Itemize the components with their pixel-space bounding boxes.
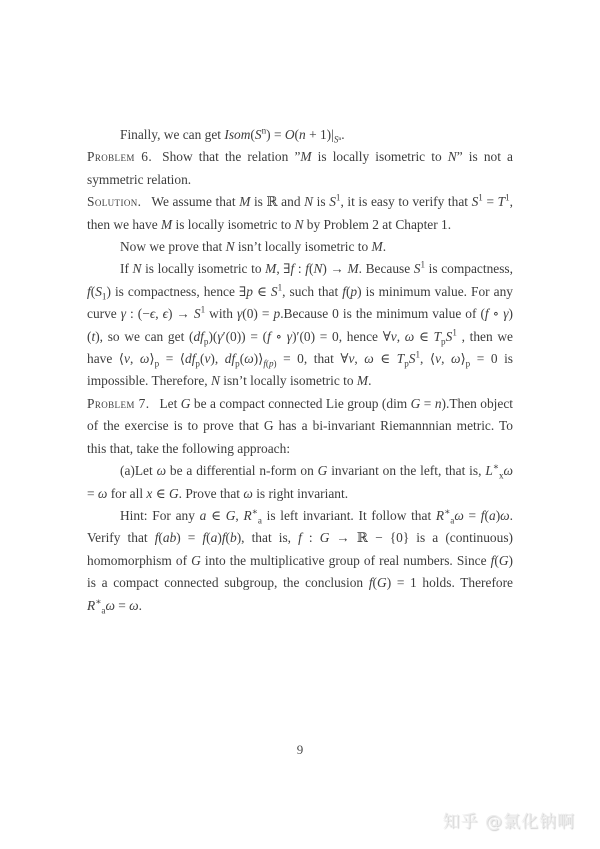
solution-label: Solution. xyxy=(87,194,142,210)
problem-7-statement: Let G be a compact connected Lie group (dim G = n).Then object of the exercise is to prove that G has a bi-invariant Riemannnian metric. To this that, take the following approach: xyxy=(87,395,514,456)
problem-6 xyxy=(87,146,513,191)
problem-7-hint: Hint: For any a ∈ G, $R^∗_a$ is left invariant. It follow that $R^∗_a\omega = f(a)\omega$. Verify that f(ab) = f(a)f(b), that is, f : G → ℝ − {0} is a (continuous) homomorphism of G into the multiplicative group of real numbers. Since f(G) is a compact connected subgroup, the conclusion f(G) = 1 holds. Therefore $R^∗_a\omega = \omega$. xyxy=(87,506,513,616)
page-number: 9 xyxy=(296,742,304,757)
solution-paragraph-2: Now we prove that N isn’t locally isometric to M. xyxy=(120,239,387,255)
problem-6-label: Problem 6. xyxy=(87,149,153,165)
solution-paragraph-1: We assume that M is ℝ and N is $S^1$, it is easy to verify that $S^1 = T^1$, then we have M is locally isometric to N by Problem 2 at Chapter 1. xyxy=(87,192,513,232)
zhihu-watermark: 知乎 @氯化钠啊 xyxy=(442,812,575,832)
problem-6-statement: Show that the relation ”M is locally isometric to N” is not a symmetric relation. xyxy=(87,149,513,187)
problem-7-part-a: (a)Let ω be a differential n-form on G invariant on the left, that is, $L^∗_x\omega = \omega$ for all x ∈ G. Prove that ω is right invariant. xyxy=(87,461,513,501)
previous-solution-closing-line: Finally, we can get $Isom(S^n) = O(n + 1)|_{S^n}$. xyxy=(120,125,345,145)
solution-paragraph-3: If N is locally isometric to M, ∃f : f(N) → M. Because $S^1$ is compactness, $f(S_1)$ is compactness, hence ∃p ∈ $S^1$, such that f(p) is minimum value. For any curve γ : (−ϵ, $\epsilon) \to S^1$ with γ(0) = p.Because 0 is the minimum value of (f ∘ γ)(t), so we can get $(df_p)(\gamma'(0)) = (f$ ∘ γ)′(0) = 0, hence ∀v, ω ∈ $T_pS^1$ , then we have ⟨v, $\omega⟩_p$ = $⟨df_p(v)$, $df_p(\omega)⟩_{f(p)} = 0$, that ∀v, ω ∈ $T_pS^1$, ⟨v, $\omega⟩_p = 0$ is impossible. Therefore, N isn’t locally isometric to M. xyxy=(87,259,514,389)
problem-7-label: Problem 7. xyxy=(87,395,150,411)
solution-opening-paragraph xyxy=(87,191,513,236)
problem-7 xyxy=(87,393,513,460)
document-content xyxy=(87,124,513,617)
